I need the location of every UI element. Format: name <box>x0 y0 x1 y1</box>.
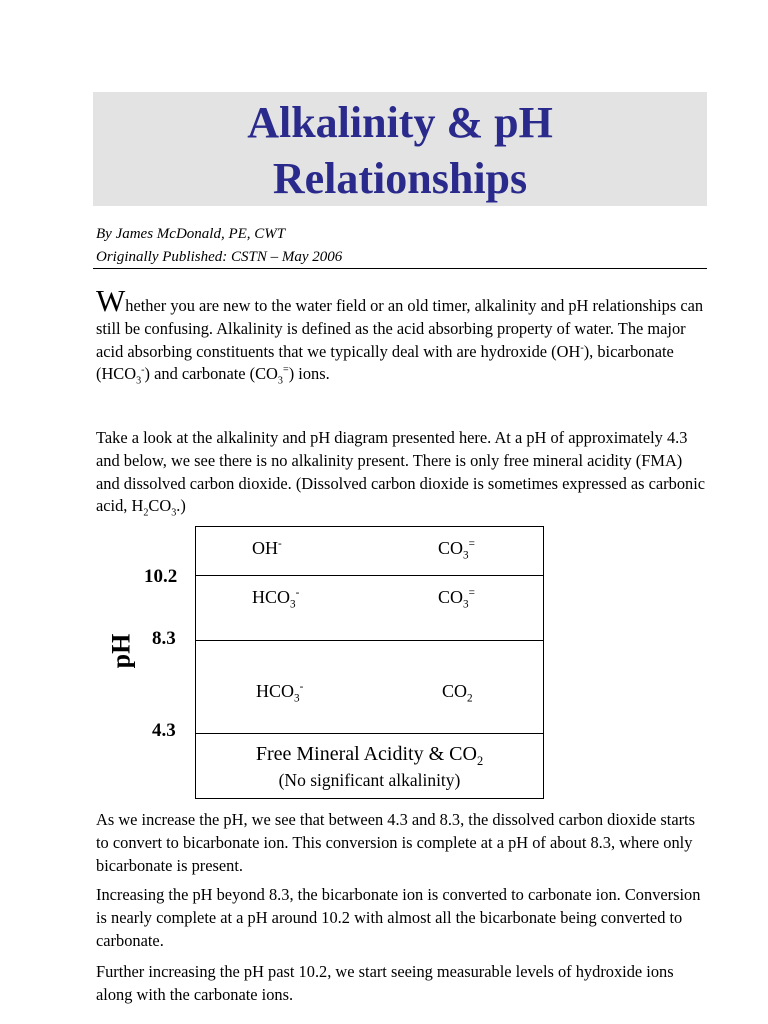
hco3-charge: - <box>141 364 145 376</box>
species-co2: $CO_2$ <box>442 681 473 705</box>
ph-level-4-3: 4.3 <box>152 720 176 741</box>
paragraph-4-3-to-8-3: As we increase the pH, we see that between 4.3 and 8.3, the dissolved carbon dioxide starts to convert to bicarbonate ion. This conversion is complete at a pH of about 8.3, where only bicarbonate is present. <box>96 810 695 875</box>
oh-charge: - <box>580 342 584 354</box>
species-oh: OH- <box>252 538 282 558</box>
para2-text-3: .) <box>176 496 186 516</box>
paragraph-8-3-to-10-2: Increasing the pH beyond 8.3, the bicarbonate ion is converted to carbonate ion. Conversion is nearly complete at a pH around 10.2 with almost all the bicarbonate being converted to carbonate. <box>96 885 701 950</box>
species-co3-top: $CO_3^=$ <box>438 538 475 562</box>
hco3-subscript: 3 <box>136 375 142 387</box>
species-co3-middle: $CO_3^=$ <box>438 587 475 611</box>
intro-text-3: ) and carbonate (CO <box>144 364 278 384</box>
divider-4-3 <box>196 733 543 734</box>
alkalinity-ph-diagram <box>195 526 544 799</box>
title-banner <box>93 92 707 206</box>
ph-level-10-2: 10.2 <box>144 566 178 587</box>
h2-subscript: 2 <box>143 507 149 519</box>
byline-author: By James McDonald, PE, CWT <box>96 226 286 242</box>
para2-text-1: Take a look at the alkalinity and pH diagram presented here. At a pH of approximately 4.3 and below, we see there is no alkalinity present. There is only free mineral acidity (FMA) and dissolved carbon dioxide. (Dissolved carbon dioxide is sometimes expressed as carbonic acid, H <box>96 428 706 516</box>
intro-paragraph <box>96 283 706 387</box>
species-hco3-upper: $HCO_3^-$ <box>252 587 300 611</box>
diagram-intro-paragraph <box>96 427 706 518</box>
title-line-2: Relationships <box>272 154 528 203</box>
ph-axis-title: pH <box>106 633 136 669</box>
intro-text-2: ), bicarbonate (HCO <box>96 341 674 384</box>
drop-cap: W <box>96 283 126 318</box>
divider-10-2 <box>196 575 543 576</box>
ph-level-8-3: 8.3 <box>152 628 176 649</box>
title-line-1: Alkalinity & pH <box>247 98 553 147</box>
paragraph-above-10-2: Further increasing the pH past 10.2, we start seeing measurable levels of hydroxide ions along with the carbonate ions. <box>96 962 674 1004</box>
header-divider <box>93 268 707 269</box>
byline-published: Originally Published: CSTN – May 2006 <box>96 249 343 265</box>
species-hco3-lower: $HCO_3^-$ <box>256 681 304 705</box>
co3-charge: = <box>282 364 289 376</box>
para2-text-2: CO <box>148 496 172 516</box>
co3-subscript-2: 3 <box>171 507 177 519</box>
intro-text-1: hether you are new to the water field or an old timer, alkalinity and pH relationships can still be confusing. Alkalinity is defined as the acid absorbing property of water. The major acid absorbing constituents that we typically deal with are hydroxide (OH <box>96 296 704 361</box>
co3-subscript: 3 <box>277 375 283 387</box>
fma-label: Free Mineral Acidity & $CO_2$ <box>255 743 484 768</box>
fma-note: (No significant alkalinity) <box>278 770 461 790</box>
divider-8-3 <box>196 640 543 641</box>
intro-text-4: ) ions. <box>288 364 330 384</box>
